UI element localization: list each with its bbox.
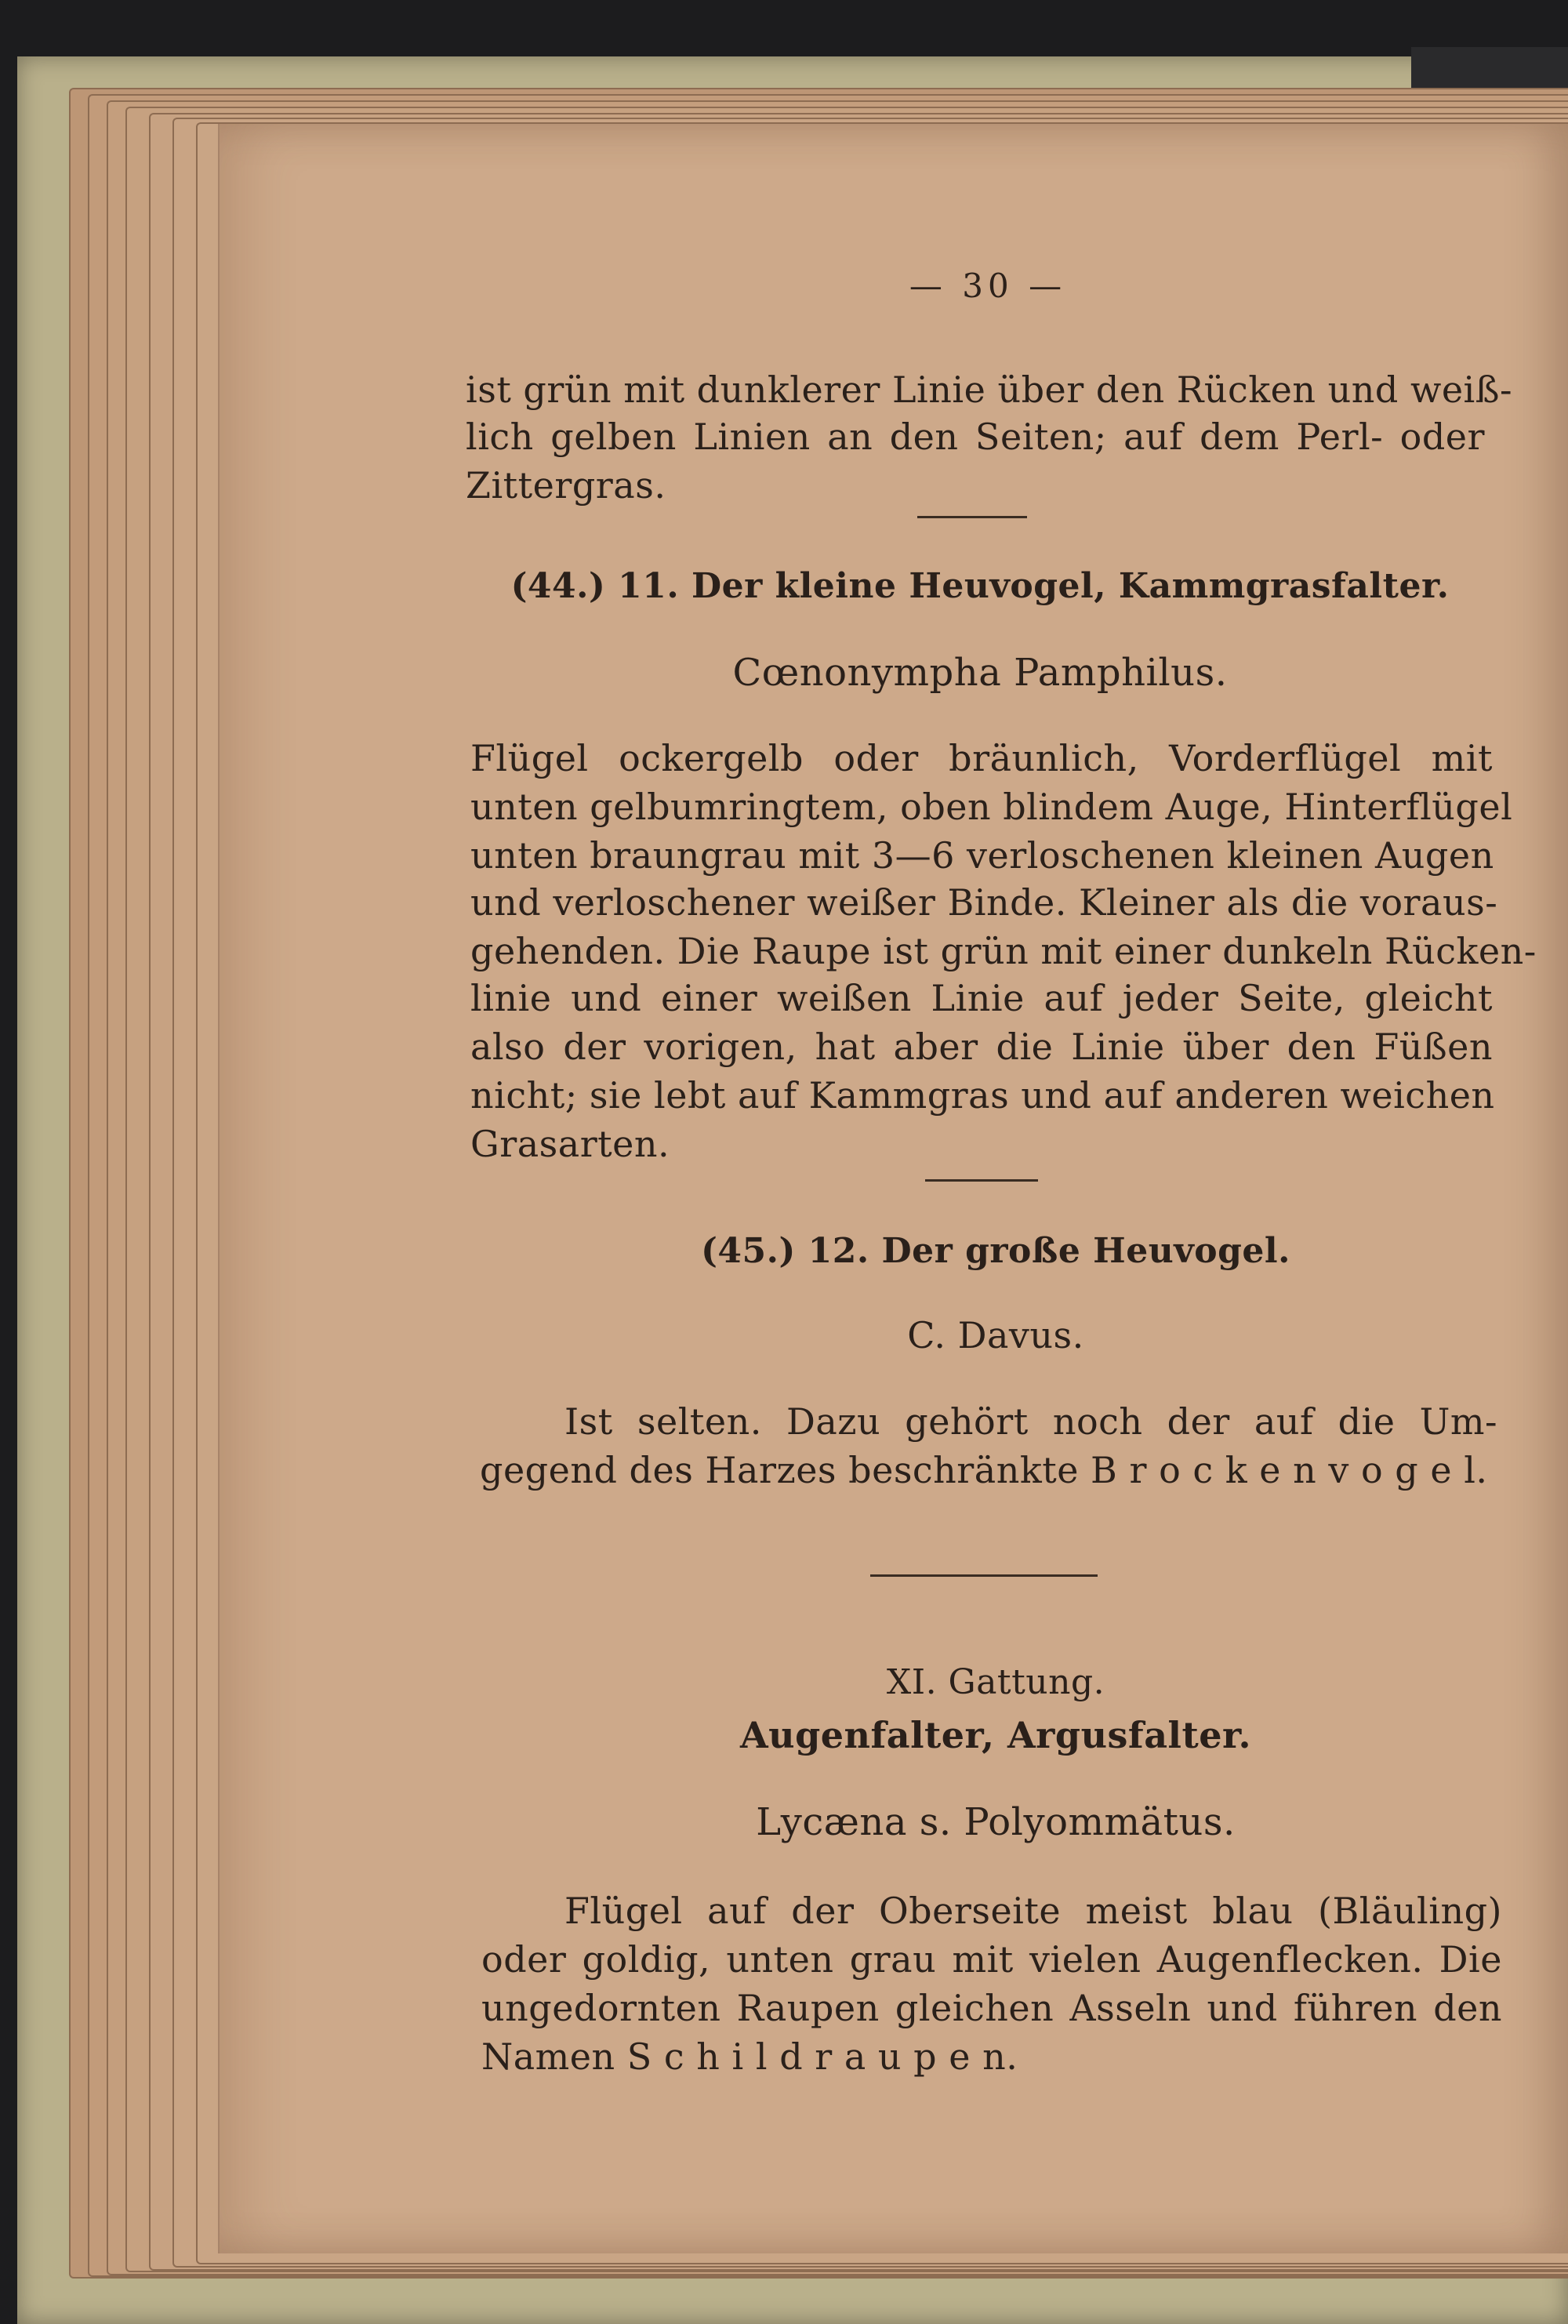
text-line: oder goldig, unten grau mit vielen Augenflecken. Die: [481, 1938, 1502, 1981]
text-line: Namen S c h i l d r a u p e n.: [481, 2035, 1018, 2078]
genus-name: Augenfalter, Argusfalter.: [739, 1714, 1252, 1756]
genus-label: XI. Gattung.: [886, 1662, 1105, 1702]
text-line: Flügel ockergelb oder bräunlich, Vorderflügel mit: [470, 737, 1493, 779]
text-line: lich gelben Linien an den Seiten; auf dem Perl- oder: [466, 416, 1485, 458]
separator-rule: [917, 516, 1027, 518]
text-line: Ist selten. Dazu gehört noch der auf die Um-: [564, 1400, 1497, 1443]
text-line: unten gelbumringtem, oben blindem Auge, Hinterflügel: [470, 786, 1513, 828]
text-line: gegend des Harzes beschränkte B r o c k e n v o g e l.: [480, 1449, 1488, 1491]
text-line: ist grün mit dunklerer Linie über den Rücken und weiß-: [466, 369, 1513, 411]
text-line: unten braungrau mit 3—6 verloschenen kleinen Augen: [470, 834, 1494, 877]
text-line: linie und einer weißen Linie auf jeder Seite, gleicht: [470, 977, 1493, 1019]
text-line: ungedornten Raupen gleichen Asseln und führen den: [481, 1987, 1502, 2029]
section-heading: (44.) 11. Der kleine Heuvogel, Kammgrasfalter.: [510, 566, 1450, 606]
latin-name: Cœnonympha Pamphilus.: [732, 651, 1228, 695]
text-line: gehenden. Die Raupe ist grün mit einer dunkeln Rücken-: [470, 930, 1537, 972]
section-heading: (45.) 12. Der große Heuvogel.: [701, 1231, 1290, 1271]
text-line: Zittergras.: [466, 464, 666, 507]
separator-rule: [925, 1179, 1038, 1182]
separator-rule: [870, 1574, 1098, 1577]
text-line: Flügel auf der Oberseite meist blau (Bläuling): [564, 1890, 1502, 1932]
page-number: — 30 —: [909, 267, 1067, 305]
latin-name: Lycæna s. Polyommätus.: [756, 1800, 1236, 1844]
text-line: nicht; sie lebt auf Kammgras und auf anderen weichen: [470, 1074, 1495, 1117]
latin-name: C. Davus.: [907, 1314, 1084, 1356]
text-line: Grasarten.: [470, 1123, 670, 1165]
text-line: und verloschener weißer Binde. Kleiner als die voraus-: [470, 881, 1498, 924]
text-line: also der vorigen, hat aber die Linie über den Füßen: [470, 1026, 1493, 1068]
